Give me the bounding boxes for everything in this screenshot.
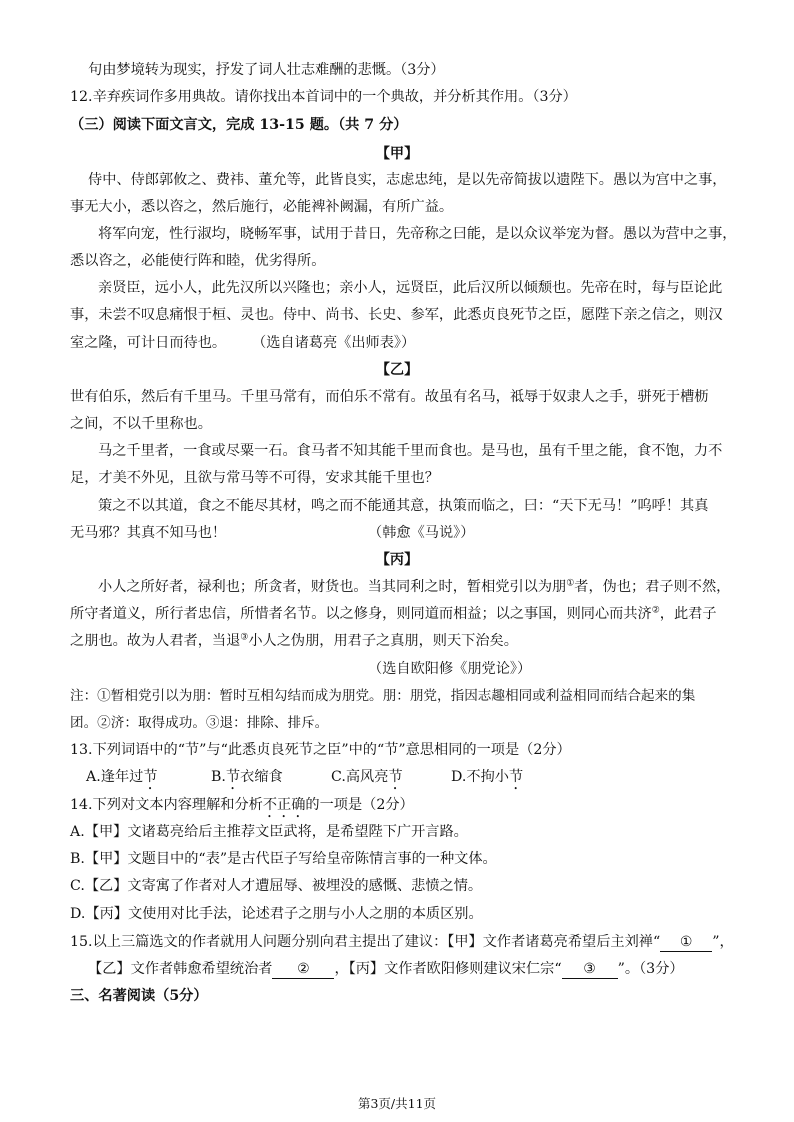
q12-stem: 12.辛弃疾词作多用典故。请你找出本首词中的一个典故，并分析其作用。（3分） (70, 89, 577, 105)
option-letter: A. (86, 769, 101, 785)
passage-yi-line: 足，才美不外见，且欲与常马等不可得，安求其能千里也？ (70, 470, 439, 486)
text-span: 者，伪也；君子则不然， (574, 579, 731, 595)
text-span: 【乙】文作者韩愈希望统治者 (88, 961, 273, 977)
text-span: 逢年过 (100, 769, 144, 785)
passage-bing-line (70, 605, 717, 623)
q14-option-b: B.【甲】文题目中的“表”是古代臣子写给皇帝陈情言事的一种文体。 (70, 851, 497, 867)
passage-jia-source: （选自诸葛亮《出师表》） (252, 335, 416, 351)
q14-option-c: C.【乙】文寄寓了作者对人才遭屈辱、被埋没的感慨、悲愤之情。 (70, 878, 483, 894)
quote-close: ” (617, 961, 625, 977)
footnote-mark: ② (651, 605, 660, 616)
answer-blank[interactable]: ② (272, 960, 334, 979)
page-number: 第3页/共11页 (357, 1096, 437, 1111)
text-span: 小人之伪朋，用君子之真朋，则天下治矣。 (248, 633, 518, 649)
passage-jia-line: 侍中、侍郎郭攸之、费祎、董允等，此皆良实，志虑忠纯，是以先帝简拔以遗陛下。愚以为宫中之事， (88, 172, 727, 188)
section3-header: （三）阅读下面文言文，完成 13-15 题。（共 7 分） (70, 117, 408, 133)
text-span: 14.下列对文本内容理解和分析 (70, 797, 263, 813)
text-span: 衣缩食 (240, 769, 283, 785)
passage-bing-line (98, 578, 730, 596)
q14-option-a: A.【甲】文诸葛亮给后主推荐文臣武将，是希望陛下广开言路。 (70, 824, 468, 840)
text-span: 高风亮 (345, 769, 389, 785)
emphasis-char: 节 (388, 769, 403, 785)
emphasis-char: 节 (143, 769, 158, 785)
emphasis-char: 节 (508, 769, 524, 785)
emphasis-char: 节 (225, 769, 241, 785)
text-span: 小人之所好者，禄利也；所贪者，财货也。当其同利之时，暂相党引以为朋 (98, 579, 567, 595)
passage-jia-line: 事无大小，悉以咨之，然后施行，必能裨补阙漏，有所广益。 (70, 199, 454, 215)
q13-option-c (331, 768, 403, 793)
passage-jia-line: 室之隆，可计日而待也。 (70, 335, 227, 351)
passage-yi-line: 策之不以其道，食之不能尽其材，鸣之而不能通其意，执策而临之，曰：“天下无马！”呜呼！其真 (98, 498, 709, 514)
q13-option-b (211, 768, 283, 793)
q14-stem (70, 796, 414, 821)
text-span: ，【丙】文作者欧阳修则建议宋仁宗 (334, 961, 555, 977)
q14-option-d: D.【丙】文使用对比手法，论述君子之朋与小人之朋的本质区别。 (70, 906, 483, 922)
passage-jia-line: 悉以咨之，必能使行阵和睦，优劣得所。 (70, 253, 326, 269)
text-span: 。（3分） (624, 961, 684, 977)
passage-jia-line: 事，未尝不叹息痛恨于桓、灵也。侍中、尚书、长史、参军，此悉贞良死节之臣，愿陛下亲之信之，则汉 (70, 307, 723, 323)
notes-line: 团。②济：取得成功。③退：排除、排斥。 (70, 715, 329, 731)
passage-yi-line: 世有伯乐，然后有千里马。千里马常有，而伯乐不常有。故虽有名马，祗辱于奴隶人之手，骈死于槽枥 (70, 389, 709, 405)
quote-open: “ (652, 934, 661, 950)
text-span: 所守者道义，所行者忠信，所惜者名节。以之修身，则同道而相益；以之事国，则同心而共济 (70, 606, 652, 622)
footnote-mark: ① (566, 578, 575, 589)
passage-yi-line: 马之千里者，一食或尽粟一石。食马者不知其能千里而食也。是马也，虽有千里之能，食不饱，力不 (98, 443, 723, 459)
option-letter: B. (211, 769, 226, 785)
notes-line: 注：①暂相党引以为朋：暂时互相勾结而成为朋党。朋：朋党，指因志趣相同或利益相同而结合起来的集 (70, 688, 696, 704)
passage-yi-source: （韩愈《马说》） (368, 525, 475, 541)
passage-jia-title: 【甲】 (375, 146, 419, 162)
passage-yi-title: 【乙】 (375, 362, 419, 378)
emphasis-text: 不正确 (262, 797, 306, 813)
text-span: 的一项是（2分） (305, 797, 414, 813)
passage-bing-source: （选自欧阳修《朋党论》） (368, 661, 532, 677)
footnote-mark: ③ (240, 632, 249, 643)
q15-line (88, 960, 684, 979)
q15-line (70, 933, 734, 952)
option-letter: D. (451, 769, 467, 785)
passage-bing-title: 【丙】 (375, 552, 419, 568)
text-span: ，此君子 (659, 606, 717, 622)
text-span: 15.以上三篇选文的作者就用人问题分别向君主提出了建议：【甲】文作者诸葛亮希望后主刘禅 (70, 934, 653, 950)
passage-yi-line: 无马邪？其真不知马也！ (70, 525, 227, 541)
answer-blank[interactable]: ③ (562, 960, 618, 979)
passage-bing-line (70, 632, 518, 650)
quote-close: ”， (712, 934, 734, 950)
passage-jia-line: 将军向宠，性行淑均，晓畅军事，试用于昔日，先帝称之曰能，是以众议举宠为督。愚以为营中之事， (98, 226, 737, 242)
passage-jia-line: 亲贤臣，远小人，此先汉所以兴隆也；亲小人，远贤臣，此后汉所以倾颓也。先帝在时，每与臣论此 (98, 280, 723, 296)
q13-stem: 13.下列词语中的“节”与“此悉贞良死节之臣”中的“节”意思相同的一项是（2分） (70, 742, 571, 758)
answer-blank[interactable]: ① (660, 933, 712, 952)
passage-yi-line: 之间，不以千里称也。 (70, 416, 212, 432)
q11-tail: 句由梦境转为现实，抒发了词人壮志难酬的悲慨。（3分） (88, 62, 445, 78)
text-span: 之朋也。故为人君者，当退 (70, 633, 241, 649)
text-span: 不拘小 (466, 769, 509, 785)
quote-open: “ (554, 961, 562, 977)
section-famous-works-header: 三、名著阅读（5分） (70, 988, 208, 1004)
q13-option-a (86, 768, 158, 793)
option-letter: C. (331, 769, 346, 785)
q13-option-d (451, 768, 523, 793)
